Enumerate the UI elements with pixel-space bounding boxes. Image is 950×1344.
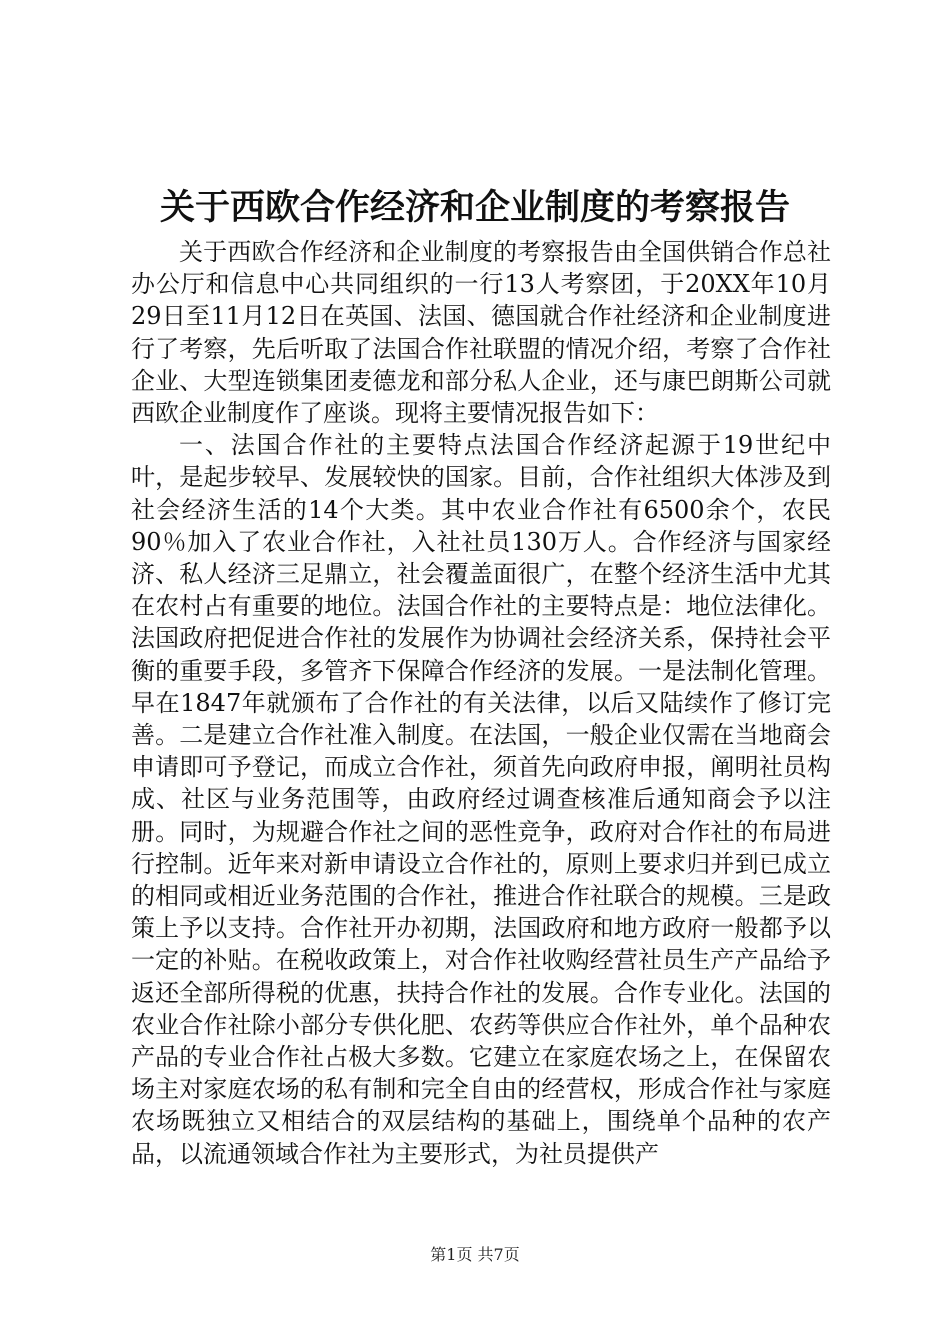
document-title: 关于西欧合作经济和企业制度的考察报告: [159, 187, 790, 228]
body-paragraph: 关于西欧合作经济和企业制度的考察报告由全国供销合作总社办公厅和信息中心共同组织的一行13人考察团，于20XX年10月29日至11月12日在英国、法国、德国就合作社经济和企业制度进行了考察，先后听取了法国合作社联盟的情况介绍，考察了合作社企业、大型连锁集团麦德龙和部分私人企业，还与康巴朗斯公司就西欧企业制度作了座谈。现将主要情况报告如下：: [131, 238, 831, 428]
document-body: [131, 236, 831, 1170]
page-number: 第1页 共7页: [430, 1245, 520, 1264]
body-paragraph: 一、法国合作社的主要特点法国合作经济起源于19世纪中叶，是起步较早、发展较快的国家。目前，合作社组织大体涉及到社会经济生活的14个大类。其中农业合作社有6500余个，农民90％加入了农业合作社，入社社员130万人。合作经济与国家经济、私人经济三足鼎立，社会覆盖面很广，在整个经济生活中尤其在农村占有重要的地位。法国合作社的主要特点是：地位法律化。法国政府把促进合作社的发展作为协调社会经济关系，保持社会平衡的重要手段，多管齐下保障合作经济的发展。一是法制化管理。早在1847年就颁布了合作社的有关法律，以后又陆续作了修订完善。二是建立合作社准入制度。在法国，一般企业仅需在当地商会申请即可予登记，而成立合作社，须首先向政府申报，阐明社员构成、社区与业务范围等，由政府经过调查核准后通知商会予以注册。同时，为规避合作社之间的恶性竞争，政府对合作社的布局进行控制。近年来对新申请设立合作社的，原则上要求归并到已成立的相同或相近业务范围的合作社，推进合作社联合的规模。三是政策上予以支持。合作社开办初期，法国政府和地方政府一般都予以一定的补贴。在税收政策上，对合作社收购经营社员生产产品给予返还全部所得税的优惠，扶持合作社的发展。合作专业化。法国的农业合作社除小部分专供化肥、农药等供应合作社外，单个品种农产品的专业合作社占极大多数。它建立在家庭农场之上，在保留农场主对家庭农场的私有制和完全自由的经营权，形成合作社与家庭农场既独立又相结合的双层结构的基础上，围绕单个品种的农产品，以流通领域合作社为主要形式，为社员提供产: [131, 431, 831, 1168]
